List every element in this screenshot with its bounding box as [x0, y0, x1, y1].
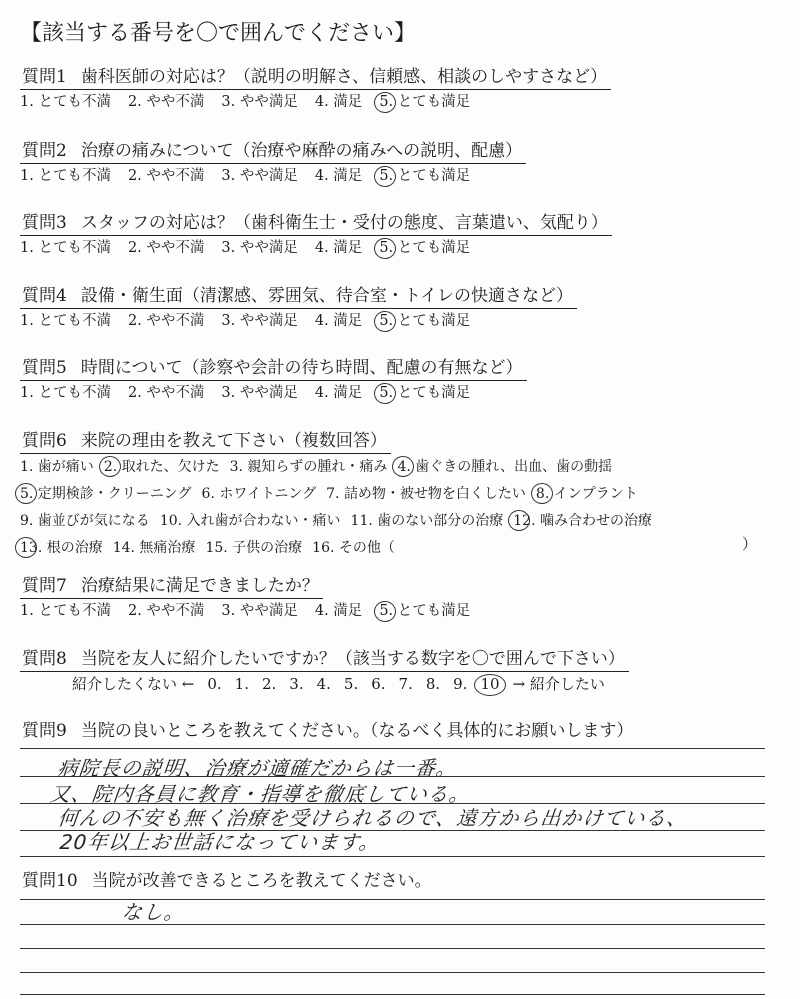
option[interactable]: 3. 親知らずの腫れ・痛み [229, 459, 388, 475]
option[interactable]: 2. やや不満 [127, 168, 205, 184]
answer-line [20, 856, 765, 857]
question-title [20, 285, 577, 309]
score-option[interactable]: 1. [234, 675, 249, 693]
option[interactable]: 4. 満足 [314, 94, 363, 110]
selected-option[interactable]: 12. 噛み合わせの治療 [513, 508, 652, 535]
answer-options [20, 164, 780, 188]
question-number: 質問7 [22, 576, 67, 596]
score-option[interactable]: 4. [316, 675, 331, 693]
selected-option[interactable]: 2. 取れた、欠けた [104, 454, 220, 481]
answer-line [20, 748, 765, 749]
question-title [20, 720, 637, 743]
question-7 [20, 575, 780, 623]
question-title [20, 66, 611, 90]
question-title [20, 870, 436, 893]
question-6 [20, 430, 780, 562]
option[interactable]: 11. 歯のない部分の治療 [350, 513, 504, 529]
question-title [20, 648, 629, 672]
question-number: 質問6 [22, 431, 67, 451]
selected-option[interactable]: 5. とても満足 [379, 381, 470, 405]
question-number: 質問10 [22, 871, 78, 891]
answer-options [20, 236, 780, 260]
option[interactable]: 1. とても不満 [20, 240, 111, 256]
handwritten-line: 何んの不安も無く治療を受けられるので、遠方から出かけている、 [56, 806, 689, 830]
answer-options [20, 599, 780, 623]
handwritten-answer: なし。 [120, 900, 187, 924]
instruction-heading: 【該当する番号を〇で囲んでください】 [20, 21, 417, 46]
question-text: 当院の良いところを教えてください。（なるべく具体的にお願いします） [80, 721, 634, 741]
question-number: 質問2 [22, 141, 67, 161]
option[interactable]: 2. やや不満 [127, 313, 205, 329]
option[interactable]: 10. 入れ歯が合わない・痛い [159, 513, 341, 529]
score-option[interactable]: 3. [289, 675, 304, 693]
question-8 [20, 648, 780, 696]
option[interactable]: 4. 満足 [314, 240, 363, 256]
question-title [20, 212, 612, 236]
option[interactable]: 1. とても不満 [20, 313, 111, 329]
question-text: 治療の痛みについて（治療や麻酔の痛みへの説明、配慮） [80, 141, 523, 161]
selected-option[interactable]: 5. とても満足 [379, 236, 470, 260]
question-text: 治療結果に満足できましたか？ [80, 576, 319, 596]
question-number: 質問3 [22, 213, 67, 233]
score-option[interactable]: 2. [261, 675, 277, 693]
handwritten-line: 又、院内各員に教育・指導を徹底している。 [48, 782, 472, 806]
option[interactable]: 4. 満足 [314, 168, 363, 184]
scale-left-label: 紹介したくない ← [72, 675, 195, 693]
selected-option[interactable]: 5. 定期検診・クリーニング [20, 481, 192, 508]
selected-option[interactable]: 4. 歯ぐきの腫れ、出血、歯の動揺 [397, 454, 612, 481]
other-close-paren: ） [742, 535, 758, 553]
score-option[interactable]: 5. [343, 675, 359, 693]
question-text: 当院が改善できるところを教えてください。 [91, 871, 432, 891]
question-number: 質問5 [22, 358, 67, 378]
option[interactable]: 3. やや満足 [221, 385, 298, 401]
option[interactable]: 3. やや満足 [221, 603, 298, 619]
selected-option[interactable]: 5. とても満足 [379, 164, 470, 188]
option[interactable]: 4. 満足 [314, 313, 363, 329]
option[interactable]: 4. 満足 [314, 603, 363, 619]
option[interactable]: 14. 無痛治療 [112, 540, 196, 556]
option[interactable]: 3. やや満足 [221, 240, 298, 256]
selected-option[interactable]: 5. とても満足 [379, 90, 470, 114]
option[interactable]: 7. 詰め物・被せ物を白くしたい [326, 486, 526, 502]
score-option[interactable]: 0. [207, 675, 222, 693]
option[interactable]: 3. やや満足 [221, 313, 298, 329]
reason-options [20, 454, 780, 562]
option[interactable]: 2. やや不満 [127, 94, 205, 110]
question-1 [20, 66, 780, 114]
selected-option[interactable]: 5. とても満足 [379, 599, 470, 623]
selected-option[interactable]: 13. 根の治療 [20, 535, 103, 562]
answer-line [20, 994, 765, 995]
question-text: 当院を友人に紹介したいですか？（該当する数字を〇で囲んで下さい） [80, 649, 625, 669]
question-text: 設備・衛生面（清潔感、雰囲気、待合室・トイレの快適さなど） [80, 286, 573, 306]
option[interactable]: 1. 歯が痛い [20, 459, 94, 475]
option[interactable]: 3. やや満足 [221, 168, 298, 184]
option[interactable]: 3. やや満足 [221, 94, 298, 110]
question-text: 時間について（診察や会計の待ち時間、配慮の有無など） [80, 358, 523, 378]
reason-row [20, 508, 780, 535]
option[interactable]: 1. とても不満 [20, 603, 111, 619]
answer-options [20, 309, 780, 333]
handwritten-line: 病院長の説明、治療が適確だからは一番。 [56, 756, 459, 780]
question-title [20, 140, 526, 164]
handwritten-line: 20年以上お世話になっています。 [58, 830, 381, 854]
selected-option[interactable]: 8. インプラント [536, 481, 638, 508]
selected-option[interactable]: 5. とても満足 [379, 309, 470, 333]
answer-options [20, 90, 780, 114]
question-4 [20, 285, 780, 333]
question-title [20, 575, 323, 599]
answer-options [20, 381, 780, 405]
score-option[interactable]: 9. [453, 675, 468, 693]
option[interactable]: 1. とても不満 [20, 94, 111, 110]
scale-right-label: → 紹介したい [512, 675, 605, 693]
option[interactable]: 1. とても不満 [20, 168, 111, 184]
option[interactable]: 6. ホワイトニング [201, 486, 317, 502]
question-9 [20, 720, 780, 743]
question-2 [20, 140, 780, 188]
answer-line [20, 972, 765, 973]
option[interactable]: 16. その他（ [312, 540, 395, 556]
reason-row [20, 481, 780, 508]
question-title [20, 430, 391, 454]
question-text: スタッフの対応は？（歯科衛生士・受付の態度、言葉遣い、気配り） [80, 213, 608, 233]
question-text: 歯科医師の対応は？（説明の明解さ、信頼感、相談のしやすさなど） [80, 67, 608, 87]
reason-row [20, 535, 780, 562]
option[interactable]: 1. とても不満 [20, 385, 111, 401]
question-text: 来院の理由を教えて下さい（複数回答） [80, 431, 387, 451]
question-number: 質問4 [22, 286, 67, 306]
option[interactable]: 2. やや不満 [127, 385, 205, 401]
answer-line [20, 948, 765, 949]
option[interactable]: 15. 子供の治療 [205, 540, 303, 556]
question-5 [20, 357, 780, 405]
recommend-scale [72, 672, 780, 696]
selected-score[interactable]: 10 [480, 672, 499, 696]
question-title [20, 357, 527, 381]
question-number: 質問1 [22, 67, 67, 87]
option[interactable]: 2. やや不満 [127, 603, 205, 619]
reason-row [20, 454, 780, 481]
question-number: 質問9 [22, 721, 67, 741]
question-3 [20, 212, 780, 260]
option[interactable]: 2. やや不満 [127, 240, 205, 256]
score-option[interactable]: 7. [398, 675, 413, 693]
score-option[interactable]: 6. [371, 675, 386, 693]
option[interactable]: 4. 満足 [314, 385, 363, 401]
question-number: 質問8 [22, 649, 67, 669]
score-option[interactable]: 8. [425, 675, 441, 693]
question-10 [20, 870, 780, 893]
option[interactable]: 9. 歯並びが気になる [20, 513, 150, 529]
